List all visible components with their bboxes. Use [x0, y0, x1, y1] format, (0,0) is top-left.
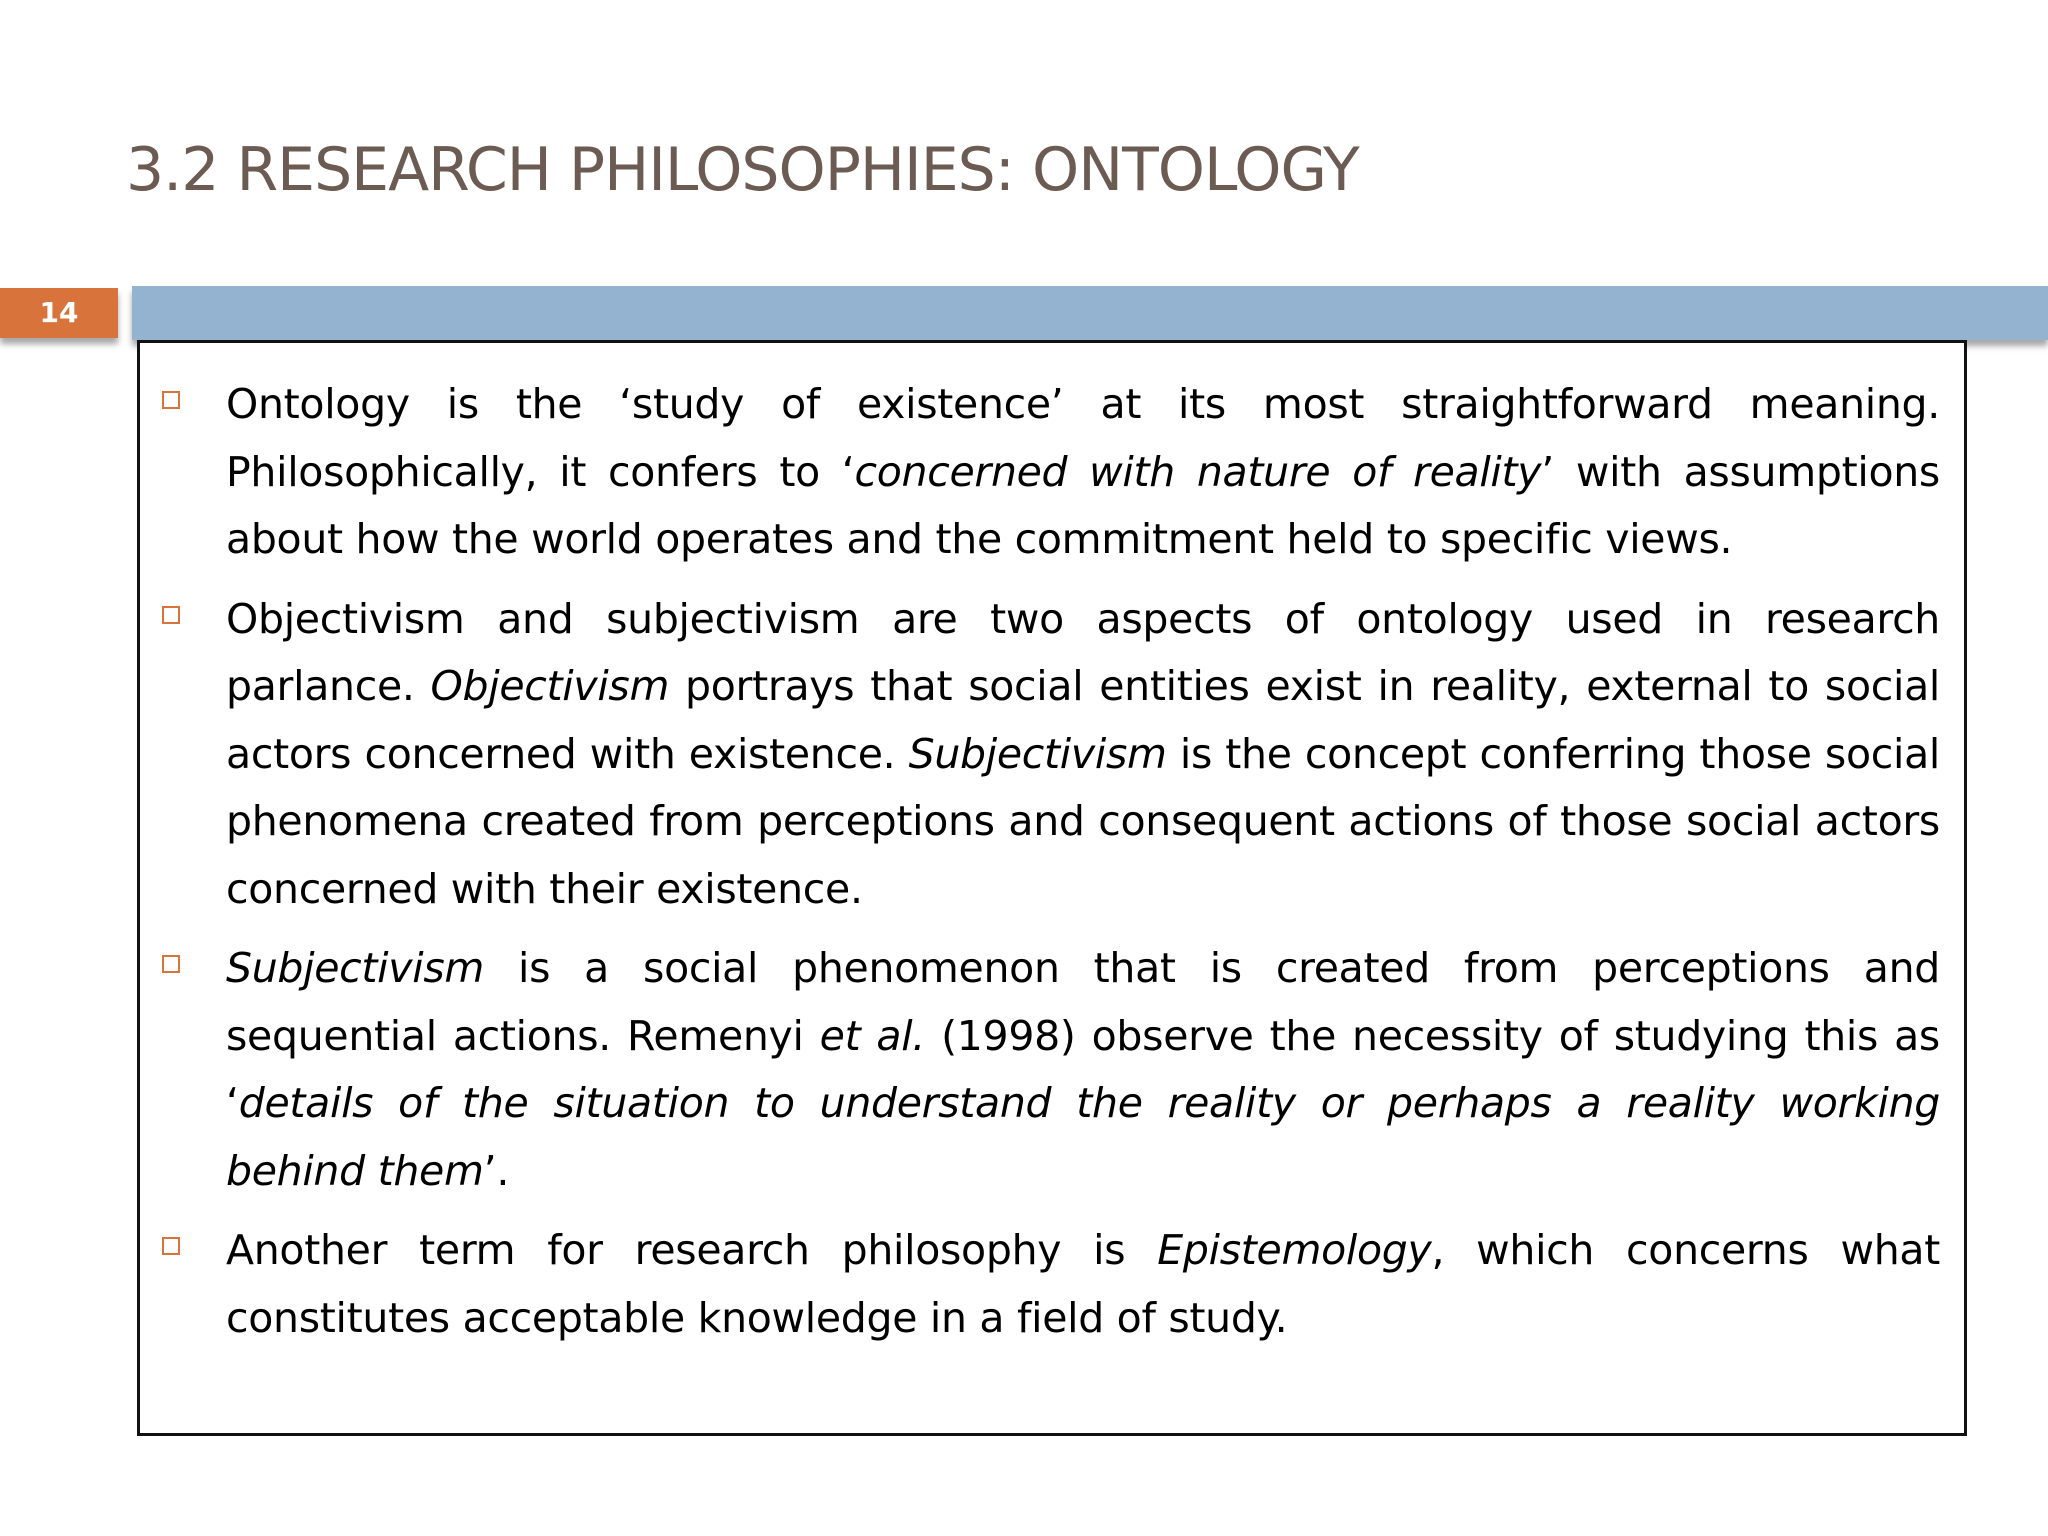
- bullet-item-subjectivism: [226, 935, 1940, 1205]
- bullet-text-segment-italic: Subjectivism: [226, 944, 485, 992]
- bullet-item-objectivism-subjectivism: [226, 586, 1940, 924]
- bullet-list: [140, 343, 1964, 1352]
- bullet-item-ontology-definition: [226, 371, 1940, 574]
- content-box: [137, 340, 1967, 1436]
- bullet-text-segment: Another term for research philosophy is: [226, 1226, 1158, 1274]
- bullet-text-segment-italic: Objectivism: [430, 662, 670, 710]
- slide-title: 3.2 RESEARCH PHILOSOPHIES: ONTOLOGY: [126, 135, 1359, 205]
- square-bullet-icon: [162, 955, 180, 973]
- bullet-text-segment: portrays that social entities exist in reality, external to social actors concerned with existence.: [226, 662, 1941, 778]
- square-bullet-icon: [162, 606, 180, 624]
- slide-number-badge: 14: [0, 288, 118, 338]
- bullet-text-segment: (1998) observe the necessity of studying this as ‘: [226, 1011, 1940, 1127]
- bullet-text-segment: Ontology is the ‘study of existence’ at its most straightforward meaning. Philosophically, it confers to ‘: [226, 380, 1940, 496]
- bullet-item-epistemology: [226, 1217, 1940, 1352]
- title-accent-bar: [132, 286, 2048, 340]
- bullet-text-segment: ’.: [483, 1146, 510, 1195]
- bullet-text-segment-italic: Epistemology: [1157, 1226, 1432, 1274]
- square-bullet-icon: [162, 391, 180, 409]
- square-bullet-icon: [162, 1237, 180, 1255]
- bullet-text-segment-italic: concerned with nature of reality: [854, 447, 1542, 496]
- bullet-text-segment: is a social phenomenon that is created from perceptions and sequential actions. Remenyi: [226, 944, 1940, 1060]
- bullet-text-segment-italic: et al.: [819, 1011, 926, 1060]
- bullet-text-segment: Objectivism and subjectivism are two aspects of ontology used in research parlance.: [226, 594, 1940, 710]
- bullet-text-segment: ’ with assumptions about how the world operates and the commitment held to specific views.: [226, 447, 1940, 563]
- bullet-text-segment: , which concerns what constitutes acceptable knowledge in a field of study.: [226, 1226, 1940, 1342]
- bullet-text-segment-italic: details of the situation to understand the reality or perhaps a reality working behind them: [226, 1079, 1940, 1195]
- bullet-text-segment: is the concept conferring those social phenomena created from perceptions and consequent actions of those social actors concerned with their existence.: [226, 729, 1940, 913]
- bullet-text-segment-italic: Subjectivism: [908, 729, 1167, 778]
